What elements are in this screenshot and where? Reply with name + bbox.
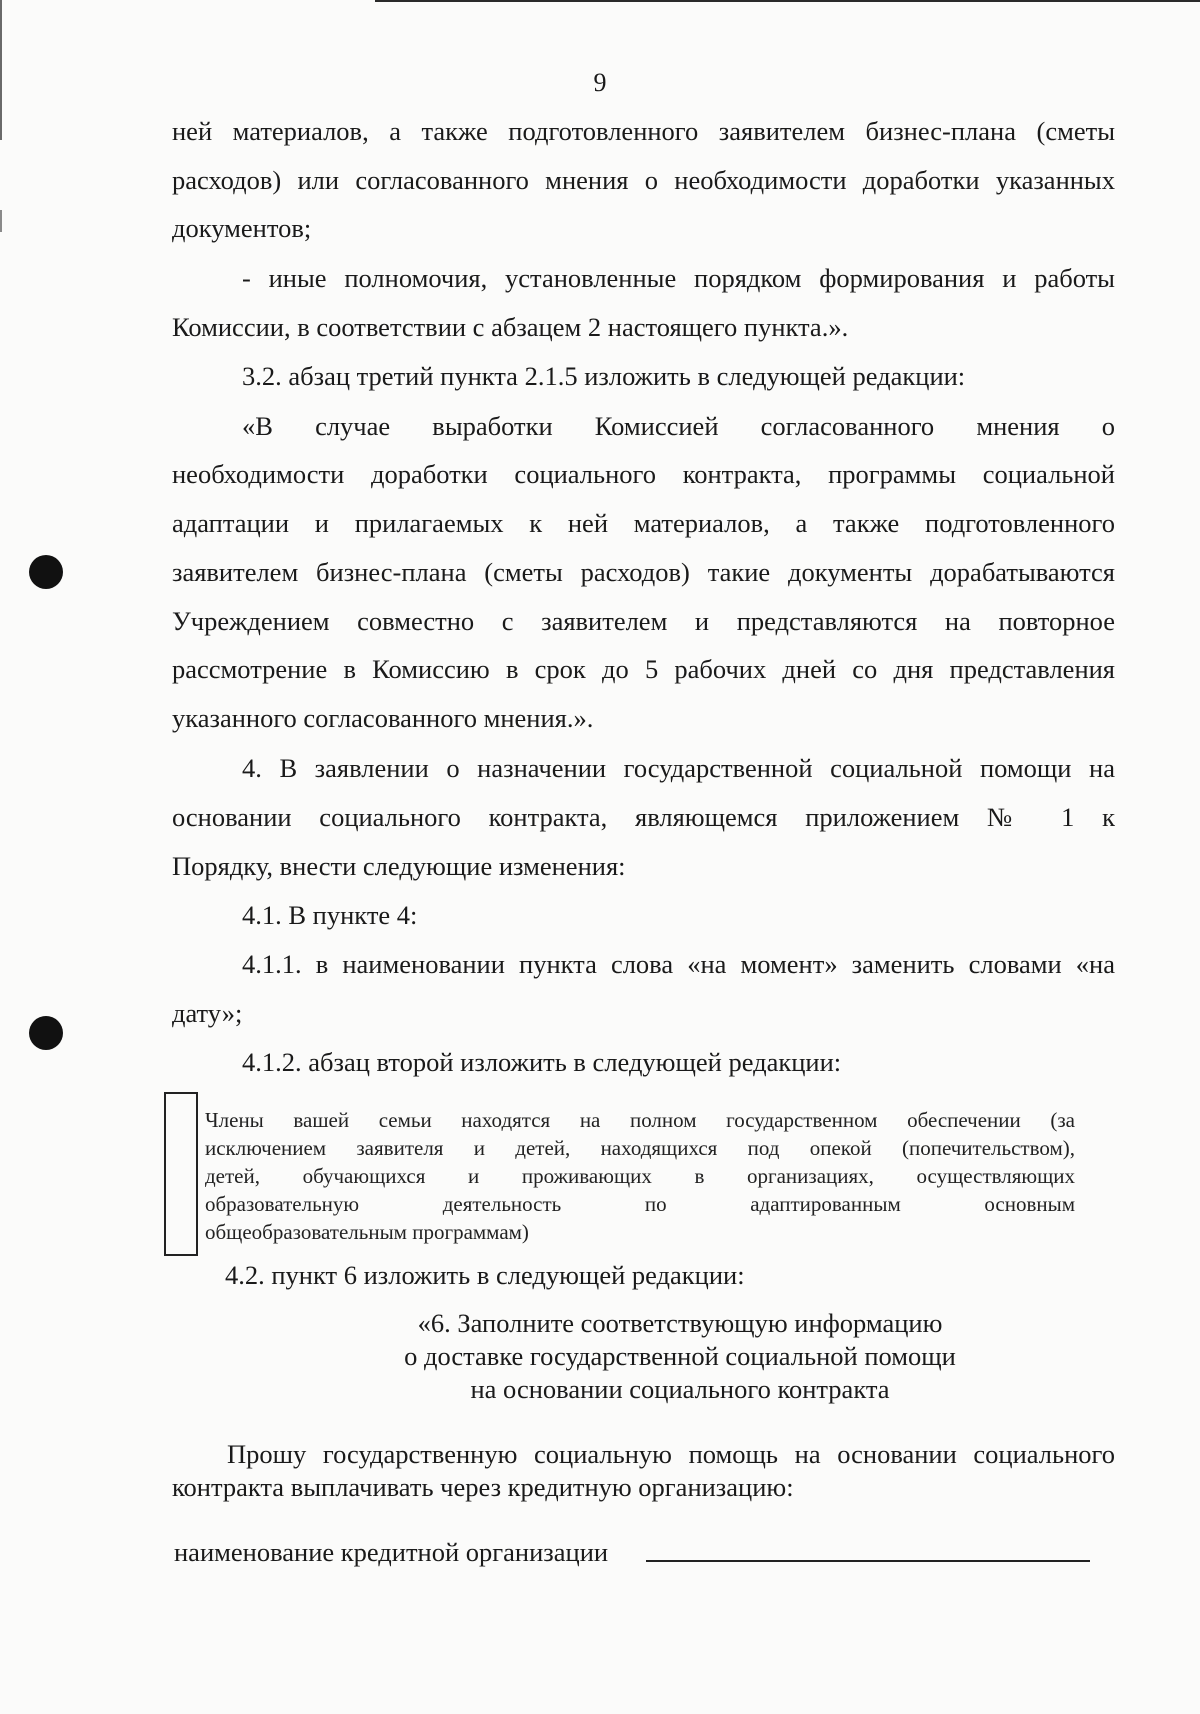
text-line: основании социального контракта, являющемся приложением № 1 к — [172, 802, 1115, 832]
text-line: контракта выплачивать через кредитную организацию: — [172, 1472, 794, 1502]
page-number: 9 — [593, 68, 607, 97]
boxed-text-line: общеобразовательным программам) — [205, 1220, 529, 1244]
scan-edge-left-mark — [0, 210, 2, 232]
text-line: расходов) или согласованного мнения о необходимости доработки указанных — [172, 165, 1115, 195]
punch-hole-top — [29, 555, 63, 589]
bank-name-blank[interactable] — [646, 1560, 1090, 1562]
punch-hole-bottom — [29, 1016, 63, 1050]
text-line: ней материалов, а также подготовленного заявителем бизнес-плана (сметы — [172, 116, 1115, 146]
heading-line: о доставке государственной социальной помощи — [404, 1341, 956, 1371]
text-line: дату»; — [172, 998, 243, 1028]
text-line: 4. В заявлении о назначении государственной социальной помощи на — [242, 753, 1115, 783]
text-line: указанного согласованного мнения.». — [172, 703, 594, 733]
text-line: адаптации и прилагаемых к ней материалов, а также подготовленного — [172, 508, 1115, 538]
text-line: рассмотрение в Комиссию в срок до 5 рабочих дней со дня представления — [172, 654, 1115, 684]
text-line: 3.2. абзац третий пункта 2.1.5 изложить в следующей редакции: — [242, 361, 966, 391]
text-line: 4.1. В пункте 4: — [242, 900, 418, 930]
text-line: 4.2. пункт 6 изложить в следующей редакции: — [225, 1260, 745, 1290]
text-line: заявителем бизнес-плана (сметы расходов) такие документы дорабатываются — [172, 557, 1115, 587]
text-line: 4.1.1. в наименовании пункта слова «на момент» заменить словами «на — [242, 949, 1115, 979]
text-line: документов; — [172, 213, 312, 243]
text-line: «В случае выработки Комиссией согласованного мнения о — [242, 411, 1115, 441]
boxed-text-line: исключением заявителя и детей, находящихся под опекой (попечительством), — [205, 1136, 1075, 1160]
text-line: Порядку, внести следующие изменения: — [172, 851, 626, 881]
text-line: - иные полномочия, установленные порядком формирования и работы — [242, 263, 1115, 293]
text-line: 4.1.2. абзац второй изложить в следующей редакции: — [242, 1047, 842, 1077]
scan-edge-top — [375, 0, 1200, 2]
heading-line: на основании социального контракта — [470, 1374, 890, 1404]
text-line: Учреждением совместно с заявителем и представляются на повторное — [172, 606, 1115, 636]
text-line: необходимости доработки социального контракта, программы социальной — [172, 459, 1115, 489]
insert-bracket — [164, 1092, 198, 1256]
bank-name-label: наименование кредитной организации — [174, 1537, 609, 1567]
boxed-text-line: Члены вашей семьи находятся на полном государственном обеспечении (за — [205, 1108, 1075, 1132]
text-line: Прошу государственную социальную помощь на основании социального — [227, 1439, 1115, 1469]
heading-line: «6. Заполните соответствующую информацию — [417, 1308, 943, 1338]
text-line: Комиссии, в соответствии с абзацем 2 настоящего пункта.». — [172, 312, 849, 342]
boxed-text-line: образовательную деятельность по адаптированным основным — [205, 1192, 1075, 1216]
boxed-text-line: детей, обучающихся и проживающих в организациях, осуществляющих — [205, 1164, 1075, 1188]
